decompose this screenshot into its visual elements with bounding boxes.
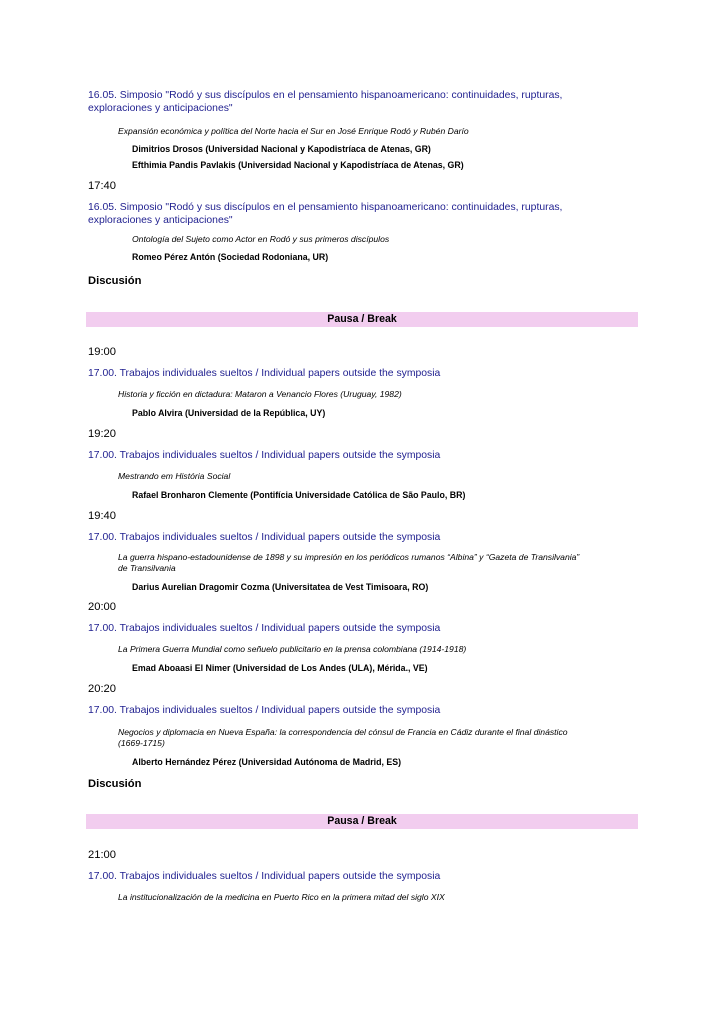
time-slot: 19:20 <box>88 428 116 440</box>
time-slot: 19:00 <box>88 346 116 358</box>
paper-title: La institucionalización de la medicina en Puerto Rico en la primera mitad del siglo XIX <box>118 892 445 902</box>
session-heading: 17.00. Trabajos individuales sueltos / Individual papers outside the symposia <box>88 705 441 716</box>
author: Dimitrios Drosos (Universidad Nacional y Kapodistríaca de Atenas, GR) <box>132 144 431 154</box>
author: Rafael Bronharon Clemente (Pontifícia Universidade Católica de São Paulo, BR) <box>132 490 466 500</box>
session-heading: 17.00. Trabajos individuales sueltos / Individual papers outside the symposia <box>88 532 441 543</box>
author: Darius Aurelian Dragomir Cozma (Universitatea de Vest Timisoara, RO) <box>132 582 429 592</box>
time-slot: 20:00 <box>88 601 116 613</box>
break-banner: Pausa / Break <box>86 312 638 327</box>
author: Romeo Pérez Antón (Sociedad Rodoniana, UR) <box>132 252 329 262</box>
paper-title: Ontología del Sujeto como Actor en Rodó y sus primeros discípulos <box>132 234 390 244</box>
session-heading: 17.00. Trabajos individuales sueltos / Individual papers outside the symposia <box>88 623 441 634</box>
paper-title: La Primera Guerra Mundial como señuelo publicitario en la prensa colombiana (1914-1918) <box>118 644 467 654</box>
author: Emad Aboaasi El Nimer (Universidad de Los Andes (ULA), Mérida., VE) <box>132 663 428 673</box>
time-slot: 21:00 <box>88 849 116 861</box>
time-slot: 20:20 <box>88 683 116 695</box>
session-heading: 16.05. Simposio "Rodó y sus discípulos en el pensamiento hispanoamericano: continuidades, rupturas, exploraciones y anticipaciones" <box>88 202 563 226</box>
break-banner: Pausa / Break <box>86 814 638 829</box>
paper-title: Mestrando em História Social <box>118 471 231 481</box>
author: Alberto Hernández Pérez (Universidad Autónoma de Madrid, ES) <box>132 757 402 767</box>
paper-title: Expansión económica y política del Norte hacia el Sur en José Enrique Rodó y Rubén Darío <box>118 126 469 136</box>
session-heading: 17.00. Trabajos individuales sueltos / Individual papers outside the symposia <box>88 368 441 379</box>
author: Pablo Alvira (Universidad de la República, UY) <box>132 408 326 418</box>
session-heading: 16.05. Simposio "Rodó y sus discípulos en el pensamiento hispanoamericano: continuidades, rupturas, exploraciones y anticipaciones" <box>88 90 563 114</box>
session-heading: 17.00. Trabajos individuales sueltos / Individual papers outside the symposia <box>88 871 441 882</box>
time-slot: 19:40 <box>88 510 116 522</box>
time-slot: 17:40 <box>88 180 116 192</box>
paper-title: La guerra hispano-estadounidense de 1898 y su impresión en los periódicos rumanos “Albina” y “Gazeta de Transilvania” de Transilvania <box>118 552 580 573</box>
session-heading: 17.00. Trabajos individuales sueltos / Individual papers outside the symposia <box>88 450 441 461</box>
discussion-label: Discusión <box>88 275 142 287</box>
paper-title: Negocios y diplomacia en Nueva España: la correspondencia del cónsul de Francia en Cádiz durante el final dinástico (1669-1715) <box>118 727 568 748</box>
author: Efthimia Pandis Pavlakis (Universidad Nacional y Kapodistríaca de Atenas, GR) <box>132 160 464 170</box>
paper-title: Historia y ficción en dictadura: Mataron a Venancio Flores (Uruguay, 1982) <box>118 389 402 399</box>
discussion-label: Discusión <box>88 778 142 790</box>
